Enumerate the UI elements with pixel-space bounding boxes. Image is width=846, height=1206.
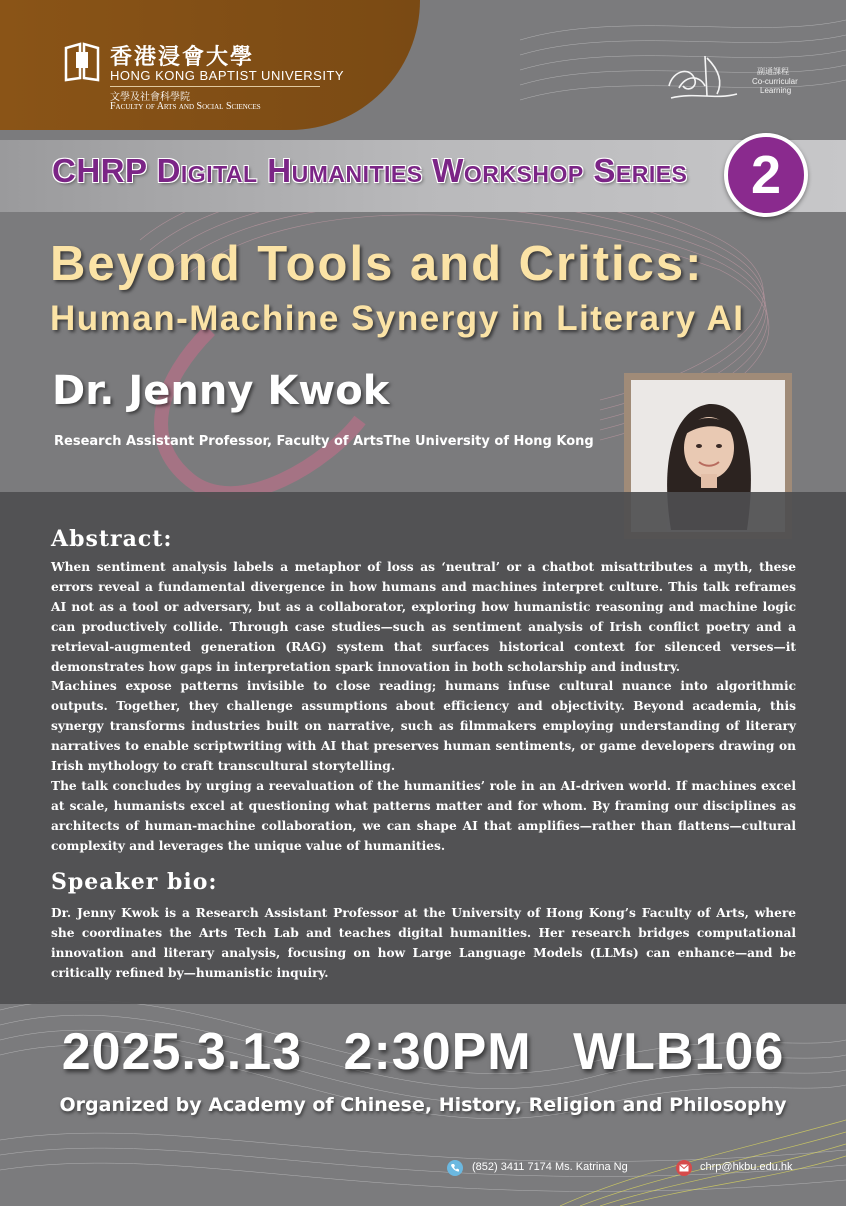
- mail-icon: [676, 1160, 692, 1176]
- speaker-position: Research Assistant Professor, Faculty of ArtsThe University of Hong Kong: [54, 434, 594, 449]
- bio-body: Dr. Jenny Kwok is a Research Assistant Professor at the University of Hong Kong’s Faculty of Arts, where she coordinates the Arts Tech Lab and teaches digital humanities. Her research bridges computational innovation and literary analysis, focusing on how Large Language Models (LLMs) can enhance—and be critically refined by—humanistic inquiry.: [51, 906, 796, 980]
- ccl-name-en-line2: Learning: [760, 86, 792, 95]
- speaker-name: Dr. Jenny Kwok: [52, 368, 390, 414]
- event-details: [0, 1022, 846, 1082]
- phone-icon: [447, 1160, 463, 1176]
- series-title: CHRP Digital Humanities Workshop Series: [52, 152, 688, 189]
- university-name-en: HONG KONG BAPTIST UNIVERSITY: [110, 68, 345, 83]
- co-curricular-learning-logo-icon: [665, 52, 740, 104]
- ccl-name-en-line1: Co-curricular: [752, 77, 798, 86]
- event-venue: WLB106: [573, 1023, 785, 1081]
- organizer-text: Organized by Academy of Chinese, History, Religion and Philosophy: [59, 1094, 787, 1116]
- university-name-cn: 香港浸會大學: [110, 44, 255, 70]
- abstract-paragraph: Machines expose patterns invisible to close reading; humans infuse cultural nuance into algorithmic outputs. Together, they challenge assumptions about efficiency and objectivity. Beyond academia, this synergy transforms industries built on narrative, such as filmmakers employing understanding of literary narratives to enable scriptwriting with AI that preserves human sentiments, or game developers drawing on Irish mythology to craft transcultural storytelling.: [51, 679, 796, 774]
- contact-email[interactable]: chrp@hkbu.edu.hk: [700, 1161, 793, 1173]
- ccl-name-cn: 副通課程: [757, 67, 789, 76]
- hkbu-logo-icon: [62, 40, 102, 84]
- event-time: 2:30PM: [343, 1023, 532, 1081]
- header-divider: [110, 86, 320, 87]
- series-number-badge: 2: [724, 133, 808, 217]
- bio-heading: Speaker bio:: [51, 869, 218, 895]
- abstract-body: [51, 558, 796, 857]
- event-date: 2025.3.13: [61, 1023, 303, 1081]
- talk-title-line1: Beyond Tools and Critics:: [50, 237, 704, 291]
- abstract-paragraph: The talk concludes by urging a reevaluation of the humanities’ role in an AI-driven world. If machines excel at scale, humanists excel at questioning what patterns matter and for whom. By framing our disciplines as architects of human-machine collaboration, we can shape AI that amplifies—rather than flattens—cultural complexity and leverages the unique value of humanities.: [51, 778, 796, 853]
- talk-title-line2: Human-Machine Synergy in Literary AI: [50, 299, 745, 338]
- faculty-name-en: Faculty of Arts and Social Sciences: [110, 101, 261, 112]
- faculty-name-cn: 文學及社會科學院: [110, 92, 190, 103]
- abstract-paragraph: When sentiment analysis labels a metaphor of loss as ‘neutral’ or a chatbot misattributes a myth, these errors reveal a fundamental divergence in how humans and machines interpret culture. This talk reframes AI not as a tool or adversary, but as a collaborator, exploring how humanistic reasoning and machine logic can productively collide. Through case studies—such as sentiment analysis of Irish conflict poetry and a retrieval-augmented generation (RAG) system that surfaces historical context for silenced verses—it demonstrates how gaps in interpretation spark innovation in both scholarship and industry.: [51, 560, 796, 674]
- abstract-heading: Abstract:: [51, 526, 173, 552]
- contact-phone: (852) 3411 7174 Ms. Katrina Ng: [472, 1161, 628, 1173]
